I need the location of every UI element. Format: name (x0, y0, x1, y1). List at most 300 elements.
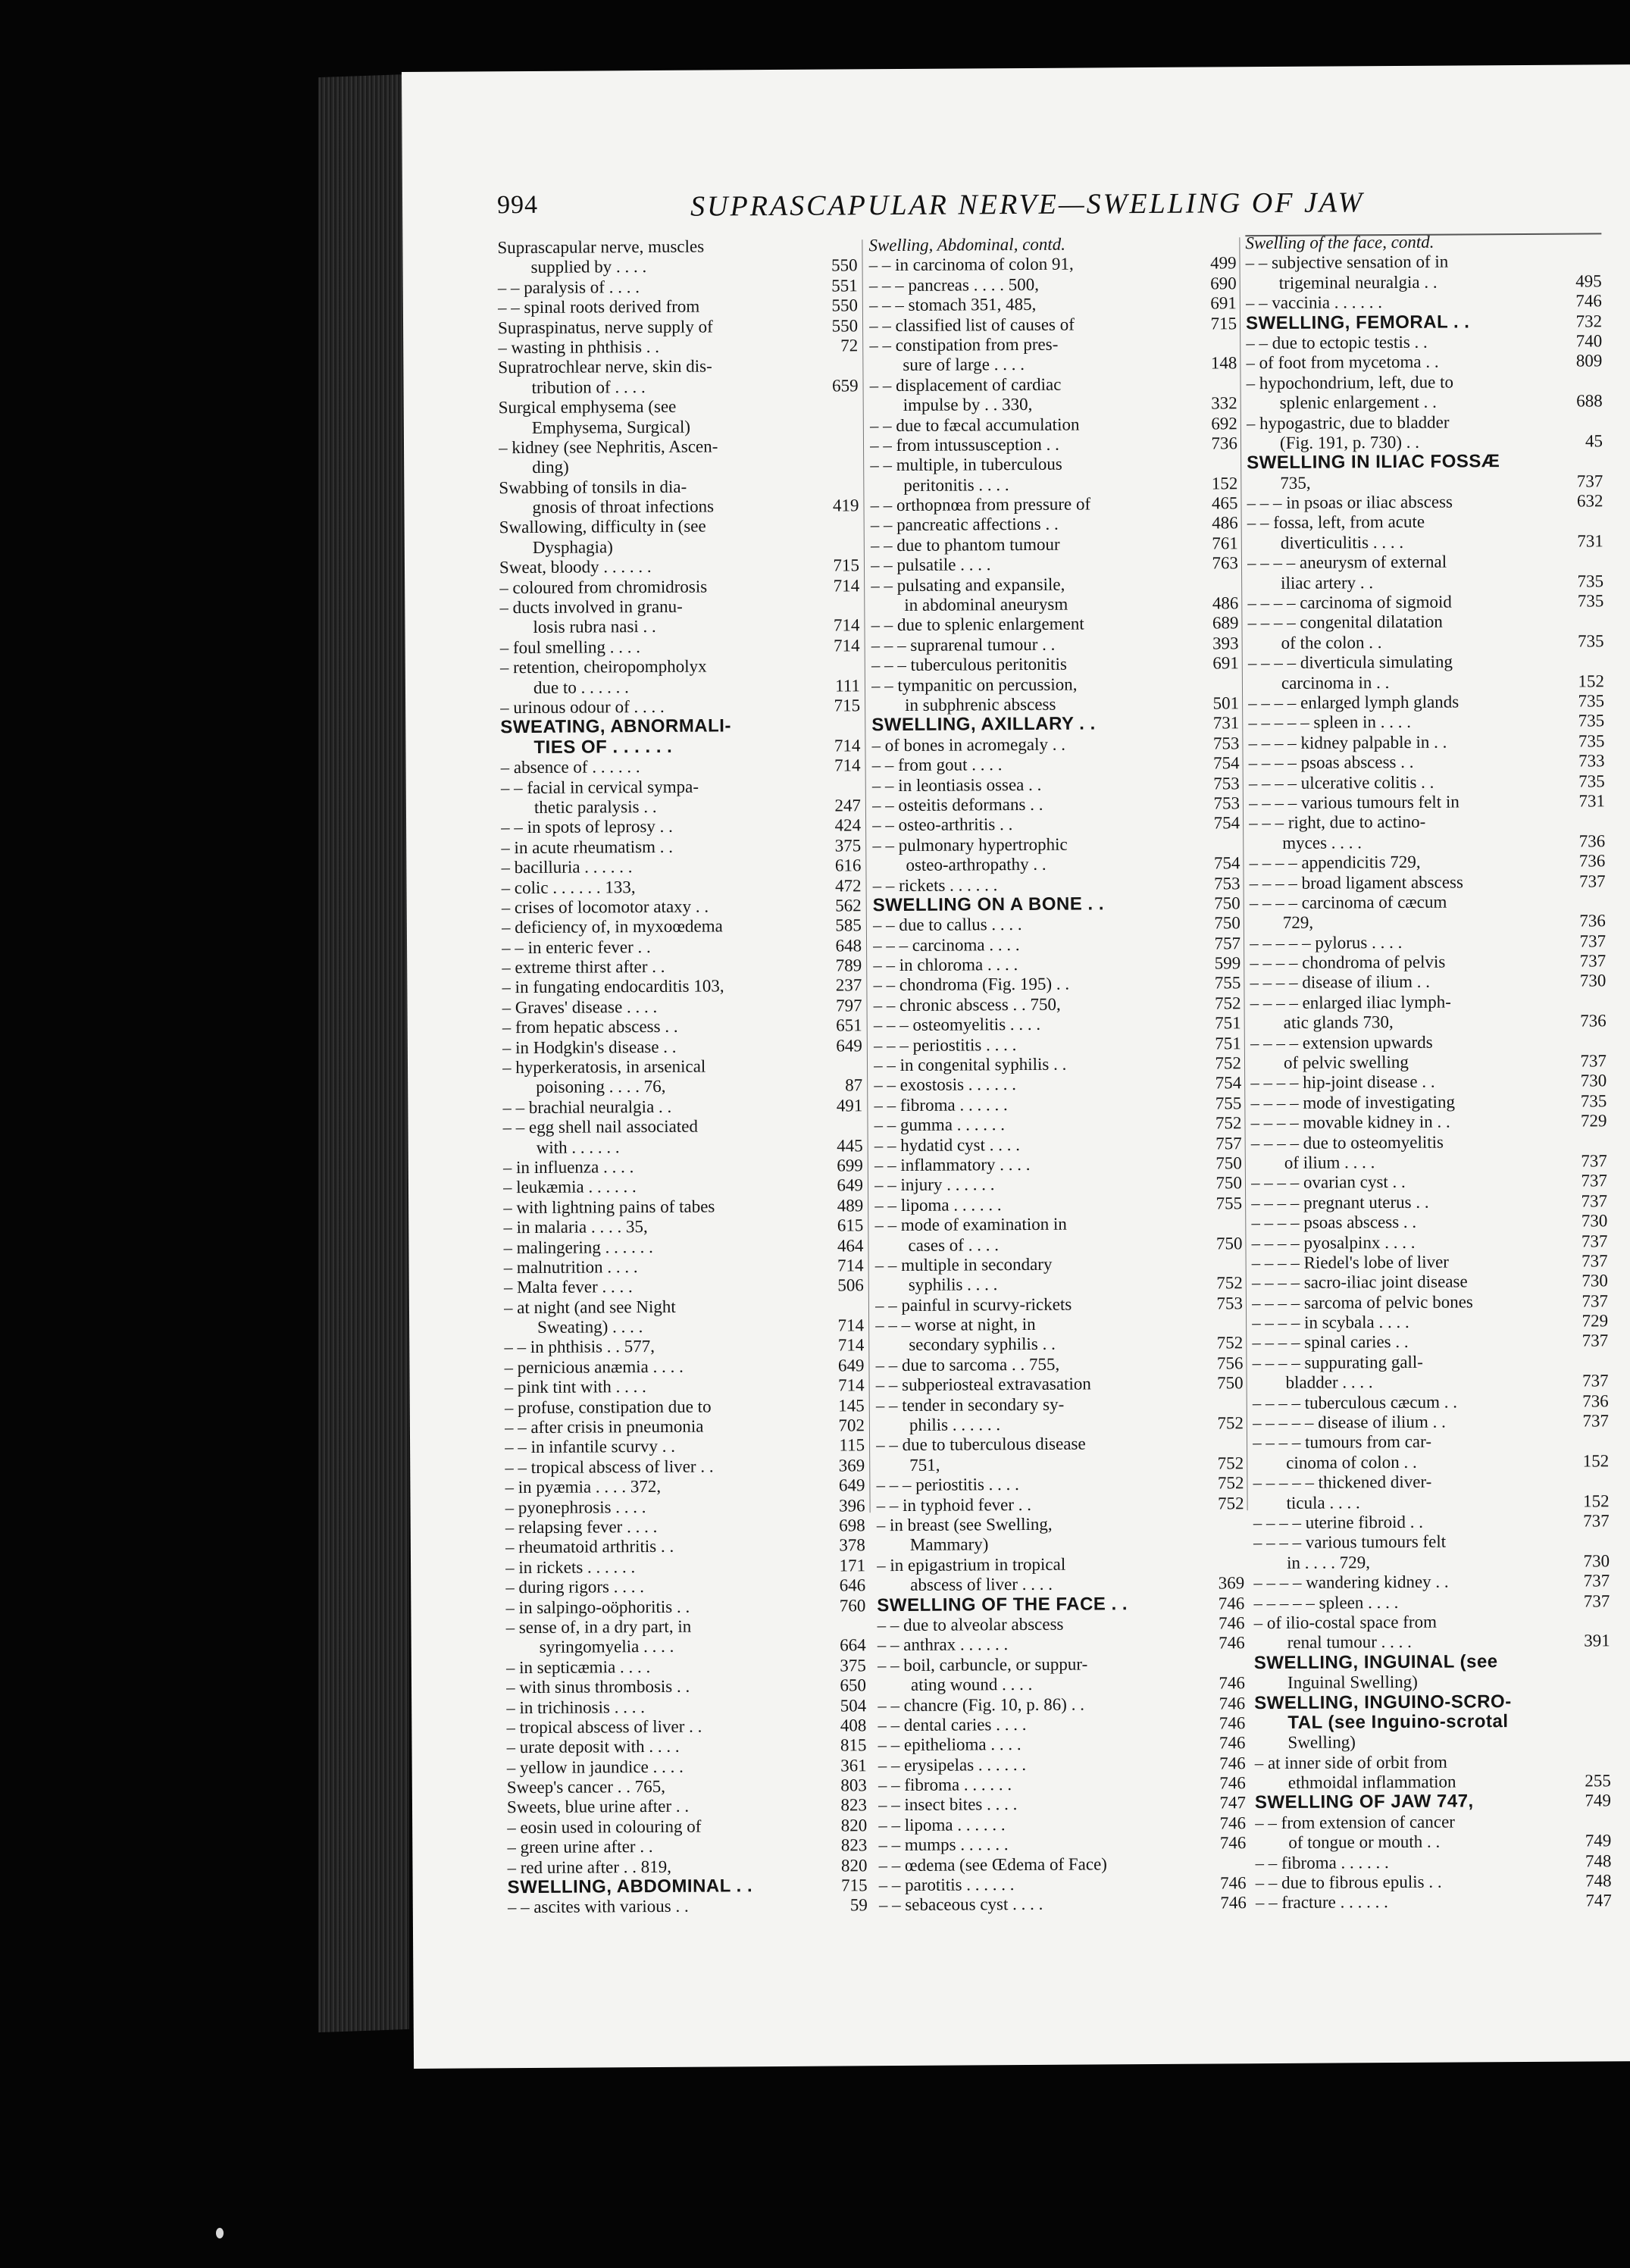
index-page-ref: 737 (1582, 1291, 1609, 1311)
index-entry-text: – – – – enlarged iliac lymph- (1250, 992, 1451, 1013)
index-page-ref: 692 (1211, 413, 1237, 433)
index-entry (1256, 1891, 1612, 1913)
index-entry (1253, 1391, 1609, 1413)
index-entry (1248, 652, 1604, 674)
index-entry-text: 729, (1282, 912, 1314, 933)
index-heading (877, 1594, 1244, 1616)
index-page-ref: 753 (1212, 734, 1240, 753)
index-entry (500, 656, 860, 678)
index-entry-text: TIES OF . . . . . . (533, 736, 673, 758)
index-page-ref: 754 (1213, 813, 1240, 833)
index-entry (1246, 352, 1602, 374)
index-entry (501, 776, 861, 798)
index-entry-text: – – exostosis . . . . . . (874, 1075, 1017, 1095)
index-entry-text: – of ilio-costal space from (1253, 1612, 1438, 1633)
index-entry (1255, 1751, 1611, 1773)
index-entry-text: SWELLING, INGUINAL (see (1253, 1651, 1498, 1673)
index-entry-text: – – tender in secondary sy- (875, 1394, 1065, 1415)
index-entry (1251, 1231, 1607, 1253)
index-page-ref: 737 (1579, 931, 1607, 951)
index-entry (876, 1394, 1244, 1416)
index-entry (501, 836, 861, 858)
index-entry (499, 436, 859, 458)
index-page-ref: 648 (835, 935, 862, 956)
index-entry-text: – – after crisis in pneumonia (504, 1416, 704, 1437)
index-entry (872, 774, 1240, 796)
index-entry (498, 336, 858, 358)
index-page-ref: 171 (839, 1556, 866, 1575)
index-page-ref: 599 (1214, 953, 1241, 973)
index-page-ref: 753 (1213, 793, 1240, 813)
index-entry (506, 1675, 866, 1697)
index-entry (878, 1734, 1245, 1756)
index-entry-text: – – tympanitic on percussion, (871, 674, 1078, 695)
index-page-ref: 408 (840, 1716, 867, 1735)
index-entry (878, 1694, 1245, 1716)
index-entry-text: Supraspinatus, nerve supply of (497, 317, 713, 337)
index-entry-text: of ilium . . . . (1284, 1153, 1375, 1172)
index-entry (874, 1013, 1241, 1035)
index-entry (873, 914, 1240, 936)
index-entry-text: – – osteitis deformans . . (871, 794, 1043, 815)
index-entry (1250, 971, 1606, 993)
index-entry (1247, 471, 1603, 493)
index-entry (871, 693, 1239, 715)
index-entry (878, 1673, 1245, 1695)
index-entry-text: – – spinal roots derived from (497, 296, 700, 318)
index-entry (869, 333, 1237, 355)
index-page-ref: 585 (835, 915, 862, 935)
index-entry-text: Swelling of the face, contd. (1245, 232, 1434, 253)
index-entry (505, 1376, 865, 1398)
index-entry (1247, 431, 1603, 453)
index-entry (875, 1274, 1243, 1296)
index-page-ref: 730 (1582, 1271, 1608, 1290)
index-entry (871, 554, 1238, 576)
index-entry (1252, 1291, 1608, 1313)
index-entry-text: – – painful in scurvy-rickets (874, 1294, 1072, 1315)
index-page-ref: 419 (832, 496, 859, 515)
index-entry (505, 1556, 865, 1578)
index-entry (1251, 1131, 1607, 1153)
index-entry-text: – – – – broad ligament abscess (1249, 871, 1463, 893)
index-entry-text: Sweep's cancer . . 765, (506, 1776, 666, 1797)
index-page-ref: 735 (1577, 591, 1604, 611)
index-entry (1253, 1511, 1610, 1533)
index-entry-text: – hypogastric, due to bladder (1246, 412, 1450, 433)
index-entry-text: – – œdema (see Œdema of Face) (878, 1854, 1107, 1875)
index-entry (877, 1553, 1244, 1575)
index-page-ref: 737 (1583, 1511, 1610, 1531)
index-entry (504, 1256, 864, 1278)
index-entry (869, 374, 1237, 396)
index-entry-text: – coloured from chromidrosis (499, 577, 708, 597)
index-entry (1249, 771, 1605, 793)
index-page-ref: 393 (1212, 633, 1239, 653)
index-entry-text: – – – – suppurating gall- (1252, 1352, 1423, 1373)
index-entry-text: – – – – kidney palpable in . . (1248, 732, 1447, 752)
index-entry-text: – – in chloroma . . . . (873, 955, 1018, 975)
index-entry (874, 1153, 1242, 1175)
index-page-ref: 714 (834, 736, 861, 755)
index-page-ref: 649 (836, 1035, 862, 1056)
index-entry (504, 1276, 864, 1298)
index-page-ref: 551 (831, 276, 858, 296)
index-entry-text: – – – suprarenal tumour . . (871, 634, 1056, 655)
index-page-ref: 396 (838, 1495, 865, 1516)
index-entry (874, 1113, 1241, 1135)
index-entry-text: of the colon . . (1281, 632, 1382, 652)
index-entry (501, 755, 861, 777)
index-entry (502, 916, 862, 938)
index-entry (872, 874, 1240, 896)
index-entry-text: – – in carcinoma of colon 91, (868, 254, 1074, 275)
index-entry-text: Swelling) (1287, 1732, 1356, 1753)
index-entry-text: osteo-arthropathy . . (906, 854, 1047, 875)
index-page-ref: 746 (1219, 1633, 1245, 1653)
index-page-ref: 464 (837, 1235, 864, 1256)
index-page-ref: 736 (1579, 911, 1606, 931)
index-page-ref: 562 (835, 896, 862, 915)
index-entry (502, 896, 862, 918)
index-entry-text: – – fibroma . . . . . . (878, 1775, 1012, 1795)
index-entry-text: – – anthrax . . . . . . (877, 1635, 1009, 1655)
index-entry-text: – – – – mode of investigating (1250, 1092, 1455, 1112)
index-page-ref: 757 (1215, 1133, 1242, 1153)
index-entry-text: – – classified list of causes of (868, 314, 1075, 335)
index-page-ref: 378 (839, 1535, 865, 1555)
index-page-ref: 737 (1578, 871, 1606, 891)
index-entry-text: – urinous odour of . . . . (500, 696, 665, 718)
index-entry (504, 1296, 864, 1318)
index-entry-text: myces . . . . (1282, 832, 1363, 852)
index-entry (877, 1513, 1244, 1535)
index-entry-text: – – inflammatory . . . . (874, 1154, 1031, 1175)
index-entry (878, 1653, 1245, 1675)
index-heading (873, 893, 1240, 915)
index-entry (1253, 1372, 1609, 1394)
index-entry (1250, 1051, 1607, 1073)
index-page-ref: 691 (1210, 293, 1237, 313)
index-entry-text: – sense of, in a dry part, in (505, 1616, 692, 1638)
index-entry (870, 393, 1237, 415)
index-entry-text: splenic enlargement . . (1279, 392, 1437, 413)
index-entry (871, 533, 1238, 555)
index-entry-text: – – due to fæcal accumulation (869, 414, 1080, 435)
index-entry (877, 1573, 1244, 1595)
index-entry (874, 1193, 1242, 1215)
index-entry (507, 1856, 867, 1878)
index-entry (874, 1174, 1242, 1196)
index-entry (1253, 1531, 1610, 1553)
index-entry-text: – – boil, carbuncle, or suppur- (877, 1654, 1088, 1675)
index-entry-text: – – in typhoid fever . . (876, 1494, 1032, 1515)
index-entry-text: SWELLING OF JAW 747, (1254, 1791, 1474, 1813)
index-entry (874, 1213, 1242, 1235)
index-entry (873, 934, 1240, 956)
index-entry (506, 1736, 866, 1758)
index-column-2 (868, 233, 1247, 1916)
index-page-ref: 237 (835, 975, 862, 995)
index-entry-text: – – – – enlarged lymph glands (1248, 692, 1459, 713)
index-page-ref: 756 (1216, 1353, 1244, 1373)
index-entry (877, 1613, 1244, 1635)
index-page-ref: 445 (837, 1135, 863, 1156)
index-entry-text: – – insect bites . . . . (878, 1794, 1018, 1815)
index-page-ref: 659 (831, 376, 859, 396)
index-entry (498, 256, 858, 278)
index-page-ref: 733 (1578, 751, 1605, 771)
index-entry-text: – – brachial neuralgia . . (502, 1096, 672, 1118)
index-entry-text: of tongue or mouth . . (1288, 1832, 1441, 1853)
index-entry-text: bladder . . . . (1285, 1372, 1373, 1393)
index-entry-text: ating wound . . . . (910, 1675, 1033, 1695)
index-page-ref: 615 (837, 1215, 864, 1235)
index-entry (1251, 1191, 1607, 1213)
index-page-ref: 369 (1218, 1573, 1245, 1593)
index-entry (1248, 631, 1604, 653)
index-entry-text: – profuse, constipation due to (504, 1397, 712, 1417)
index-entry-text: – with lightning pains of tabes (503, 1197, 715, 1217)
index-entry-text: – in pyæmia . . . . 372, (505, 1477, 662, 1497)
index-page-ref: 646 (839, 1575, 866, 1595)
index-entry-text: – – lipoma . . . . . . (874, 1194, 1002, 1215)
index-entry (1253, 1591, 1610, 1613)
index-entry-text: – – pancreatic affections . . (870, 515, 1059, 535)
index-entry-text: – – epithelioma . . . . (878, 1735, 1021, 1755)
index-heading (1255, 1791, 1611, 1813)
index-entry-text: – – multiple, in tuberculous (870, 454, 1062, 475)
index-entry (870, 454, 1237, 476)
index-entry-text: – – fibroma . . . . . . (874, 1094, 1008, 1115)
index-entry (1246, 371, 1602, 393)
index-entry-text: – – pulmonary hypertrophic (872, 834, 1068, 855)
index-page-ref: 746 (1219, 1813, 1247, 1833)
index-entry-text: – – due to ectopic testis . . (1246, 332, 1428, 353)
index-entry-text: – – in enteric fever . . (501, 937, 651, 957)
index-entry (502, 1076, 862, 1098)
index-entry-text: – – – – Riedel's lobe of liver (1251, 1252, 1449, 1273)
index-page-ref: 750 (1214, 893, 1240, 913)
index-page-ref: 749 (1585, 1791, 1612, 1810)
index-entry-text: – – gumma . . . . . . (874, 1115, 1006, 1135)
index-heading (1247, 452, 1603, 474)
index-page-ref: 737 (1581, 1191, 1608, 1211)
index-page-ref: 751 (1215, 1033, 1241, 1053)
index-entry-text: – – – – tumours from car- (1252, 1432, 1432, 1453)
index-entry (501, 796, 861, 818)
index-entry (875, 1294, 1243, 1315)
index-entry (1250, 1031, 1607, 1053)
index-entry (1247, 571, 1603, 593)
index-entry-text: – – – – pyosalpinx . . . . (1251, 1232, 1416, 1253)
index-page-ref: 761 (1212, 533, 1238, 553)
index-entry (498, 296, 858, 318)
index-entry (1252, 1251, 1608, 1273)
index-entry-text: – – in phthisis . . 577, (504, 1337, 655, 1357)
index-entry-text: – – fibroma . . . . . . (1255, 1852, 1389, 1872)
index-entry-text: Swelling, Abdominal, contd. (868, 234, 1066, 255)
index-page-ref: 737 (1576, 471, 1603, 491)
index-entry-text: – – lipoma . . . . . . (878, 1815, 1006, 1835)
index-page-ref: 736 (1580, 1011, 1607, 1031)
index-page-ref: 664 (840, 1635, 866, 1655)
index-entry (878, 1773, 1246, 1795)
index-entry-text: tribution of . . . . (531, 377, 646, 397)
index-entry (876, 1374, 1244, 1396)
index-entry (498, 356, 858, 378)
page-header (497, 184, 1619, 229)
index-page-ref: 735 (1578, 631, 1604, 651)
index-entry (1249, 871, 1605, 893)
index-entry (1246, 292, 1602, 314)
index-page-ref: 691 (1212, 653, 1239, 673)
index-entry (503, 1156, 863, 1178)
index-page-ref: 115 (839, 1435, 865, 1455)
index-page-ref: 730 (1580, 1071, 1607, 1090)
index-entry (878, 1794, 1246, 1816)
index-entry (1247, 612, 1603, 633)
index-entry-text: – in fungating endocarditis 103, (502, 976, 724, 997)
index-entry-text: – – chronic abscess . . 750, (873, 994, 1061, 1015)
index-page-ref: 651 (836, 1015, 862, 1035)
index-page-ref: 731 (1577, 531, 1603, 551)
index-entry-text: – malingering . . . . . . (503, 1237, 653, 1257)
index-page-ref: 714 (837, 1315, 865, 1335)
index-entry-text: cinoma of colon . . (1286, 1452, 1417, 1472)
index-page-ref: 152 (1578, 671, 1605, 691)
index-entry (507, 1756, 867, 1778)
index-page-ref: 735 (1578, 731, 1605, 751)
index-entry-text: Sweat, bloody . . . . . . (499, 557, 652, 577)
index-entry-text: Mammary) (909, 1534, 989, 1555)
index-page-ref: 698 (839, 1516, 865, 1535)
index-page-ref: 746 (1219, 1753, 1246, 1773)
index-page-ref: 736 (1582, 1391, 1609, 1411)
index-entry-text: – bacilluria . . . . . . (501, 857, 633, 877)
index-entry (502, 1096, 862, 1118)
index-entry-text: Swallowing, difficulty in (see (499, 517, 706, 537)
index-page-ref: 736 (1578, 851, 1606, 871)
index-entry-text: – – – pancreas . . . . 500, (868, 274, 1040, 296)
index-entry (878, 1753, 1246, 1775)
index-entry-text: – of bones in acromegaly . . (871, 734, 1065, 755)
index-entry-text: – red urine after . . 819, (507, 1857, 672, 1877)
index-entry-text: – – in leontiasis ossea . . (871, 774, 1042, 795)
index-entry (870, 433, 1237, 455)
index-heading (1246, 311, 1602, 333)
index-entry-text: – in influenza . . . . (502, 1157, 634, 1178)
index-entry-text: – colic . . . . . . 133, (501, 877, 636, 897)
index-page-ref: 702 (838, 1416, 865, 1435)
index-entry (505, 1396, 865, 1418)
index-entry (1252, 1272, 1608, 1294)
index-page-ref: 737 (1581, 1151, 1607, 1171)
index-entry (1256, 1871, 1612, 1893)
index-entry-text: SWELLING IN ILIAC FOSSÆ (1247, 451, 1500, 474)
index-page-ref: 737 (1581, 1231, 1608, 1251)
index-entry (870, 493, 1237, 515)
index-entry-text: – – – periostitis . . . . (876, 1475, 1019, 1495)
index-entry-text: – – paralysis of . . . . (497, 277, 640, 298)
index-page-ref: 737 (1582, 1411, 1609, 1431)
index-page-ref: 714 (837, 1256, 864, 1275)
index-page-ref: 730 (1583, 1551, 1610, 1571)
book-page-edges (318, 74, 409, 2032)
index-entry-text: – Graves' disease . . . . (502, 996, 658, 1018)
index-page-ref: 714 (838, 1375, 865, 1395)
index-entry-text: – Malta fever . . . . (503, 1277, 633, 1297)
index-page-ref: 650 (840, 1675, 867, 1695)
index-page-ref: 735 (1578, 771, 1605, 791)
index-page-ref: 753 (1213, 873, 1240, 893)
index-heading (500, 736, 860, 758)
index-page-ref: 735 (1580, 1091, 1607, 1111)
index-page-ref: 755 (1215, 1093, 1242, 1113)
index-entry-text: – – – – uterine fibroid . . (1253, 1512, 1424, 1533)
index-entry-text: – – – – due to osteomyelitis (1250, 1132, 1444, 1153)
index-entry (498, 316, 858, 338)
index-entry-text: – – due to fibrous epulis . . (1255, 1872, 1442, 1893)
index-page-ref: 823 (840, 1835, 868, 1855)
index-page-ref: 752 (1217, 1493, 1244, 1513)
index-entry-text: – – vaccinia . . . . . . (1245, 292, 1383, 313)
index-entry-text: – – subperiosteal extravasation (875, 1374, 1091, 1395)
index-entry-text: SWELLING, ABDOMINAL . . (507, 1875, 753, 1898)
index-entry (503, 1136, 863, 1158)
index-entry-text: – absence of . . . . . . (500, 757, 640, 777)
index-entry (504, 1356, 864, 1378)
index-entry (1253, 1571, 1610, 1593)
index-entry-text: – – – – movable kidney in . . (1250, 1112, 1450, 1133)
index-entry (876, 1413, 1244, 1435)
index-page-ref: 746 (1218, 1593, 1245, 1613)
index-entry-text: SWELLING OF THE FACE . . (877, 1594, 1128, 1616)
index-page-ref: 87 (845, 1075, 863, 1095)
index-page-ref: 59 (849, 1895, 868, 1915)
index-entry-text: – – due to sarcoma . . 755, (875, 1354, 1060, 1375)
index-page-ref: 735 (1578, 711, 1605, 730)
index-entry-text: – wasting in phthisis . . (498, 336, 660, 358)
index-entry-text: – – mumps . . . . . . (878, 1835, 1009, 1855)
index-entry-text: Supratrochlear nerve, skin dis- (498, 356, 712, 377)
index-page-ref: 752 (1217, 1453, 1244, 1473)
index-page-ref: 486 (1212, 593, 1239, 613)
index-page-ref: 550 (831, 315, 859, 336)
index-entry-text: in subphrenic abscess (905, 694, 1056, 715)
index-entry-text: syphilis . . . . (908, 1275, 998, 1295)
index-entry-text: – in rickets . . . . . . (505, 1556, 636, 1577)
index-entry-text: – kidney (see Nephritis, Ascen- (498, 436, 718, 458)
index-entry-text: in . . . . 729, (1286, 1553, 1371, 1572)
index-entry-text: – – rickets . . . . . . (872, 874, 998, 895)
index-page-ref: 737 (1582, 1371, 1609, 1391)
index-heading (500, 716, 860, 738)
index-entry-text: – – displacement of cardiac (869, 374, 1062, 395)
index-entry (874, 1074, 1241, 1096)
index-entry (1253, 1491, 1609, 1513)
index-page-ref: 755 (1214, 973, 1241, 993)
index-entry (1253, 1431, 1609, 1453)
index-entry (1251, 1211, 1607, 1233)
index-page-ref: 746 (1575, 291, 1602, 311)
index-entry-text: – – tropical abscess of liver . . (505, 1456, 714, 1478)
index-page-ref: 752 (1216, 1333, 1244, 1353)
index-entry-text: – of foot from mycetoma . . (1246, 352, 1439, 373)
index-entry-text: – urate deposit with . . . . (506, 1737, 680, 1757)
index-entry (506, 1636, 866, 1658)
index-page-ref: 750 (1215, 1173, 1243, 1193)
